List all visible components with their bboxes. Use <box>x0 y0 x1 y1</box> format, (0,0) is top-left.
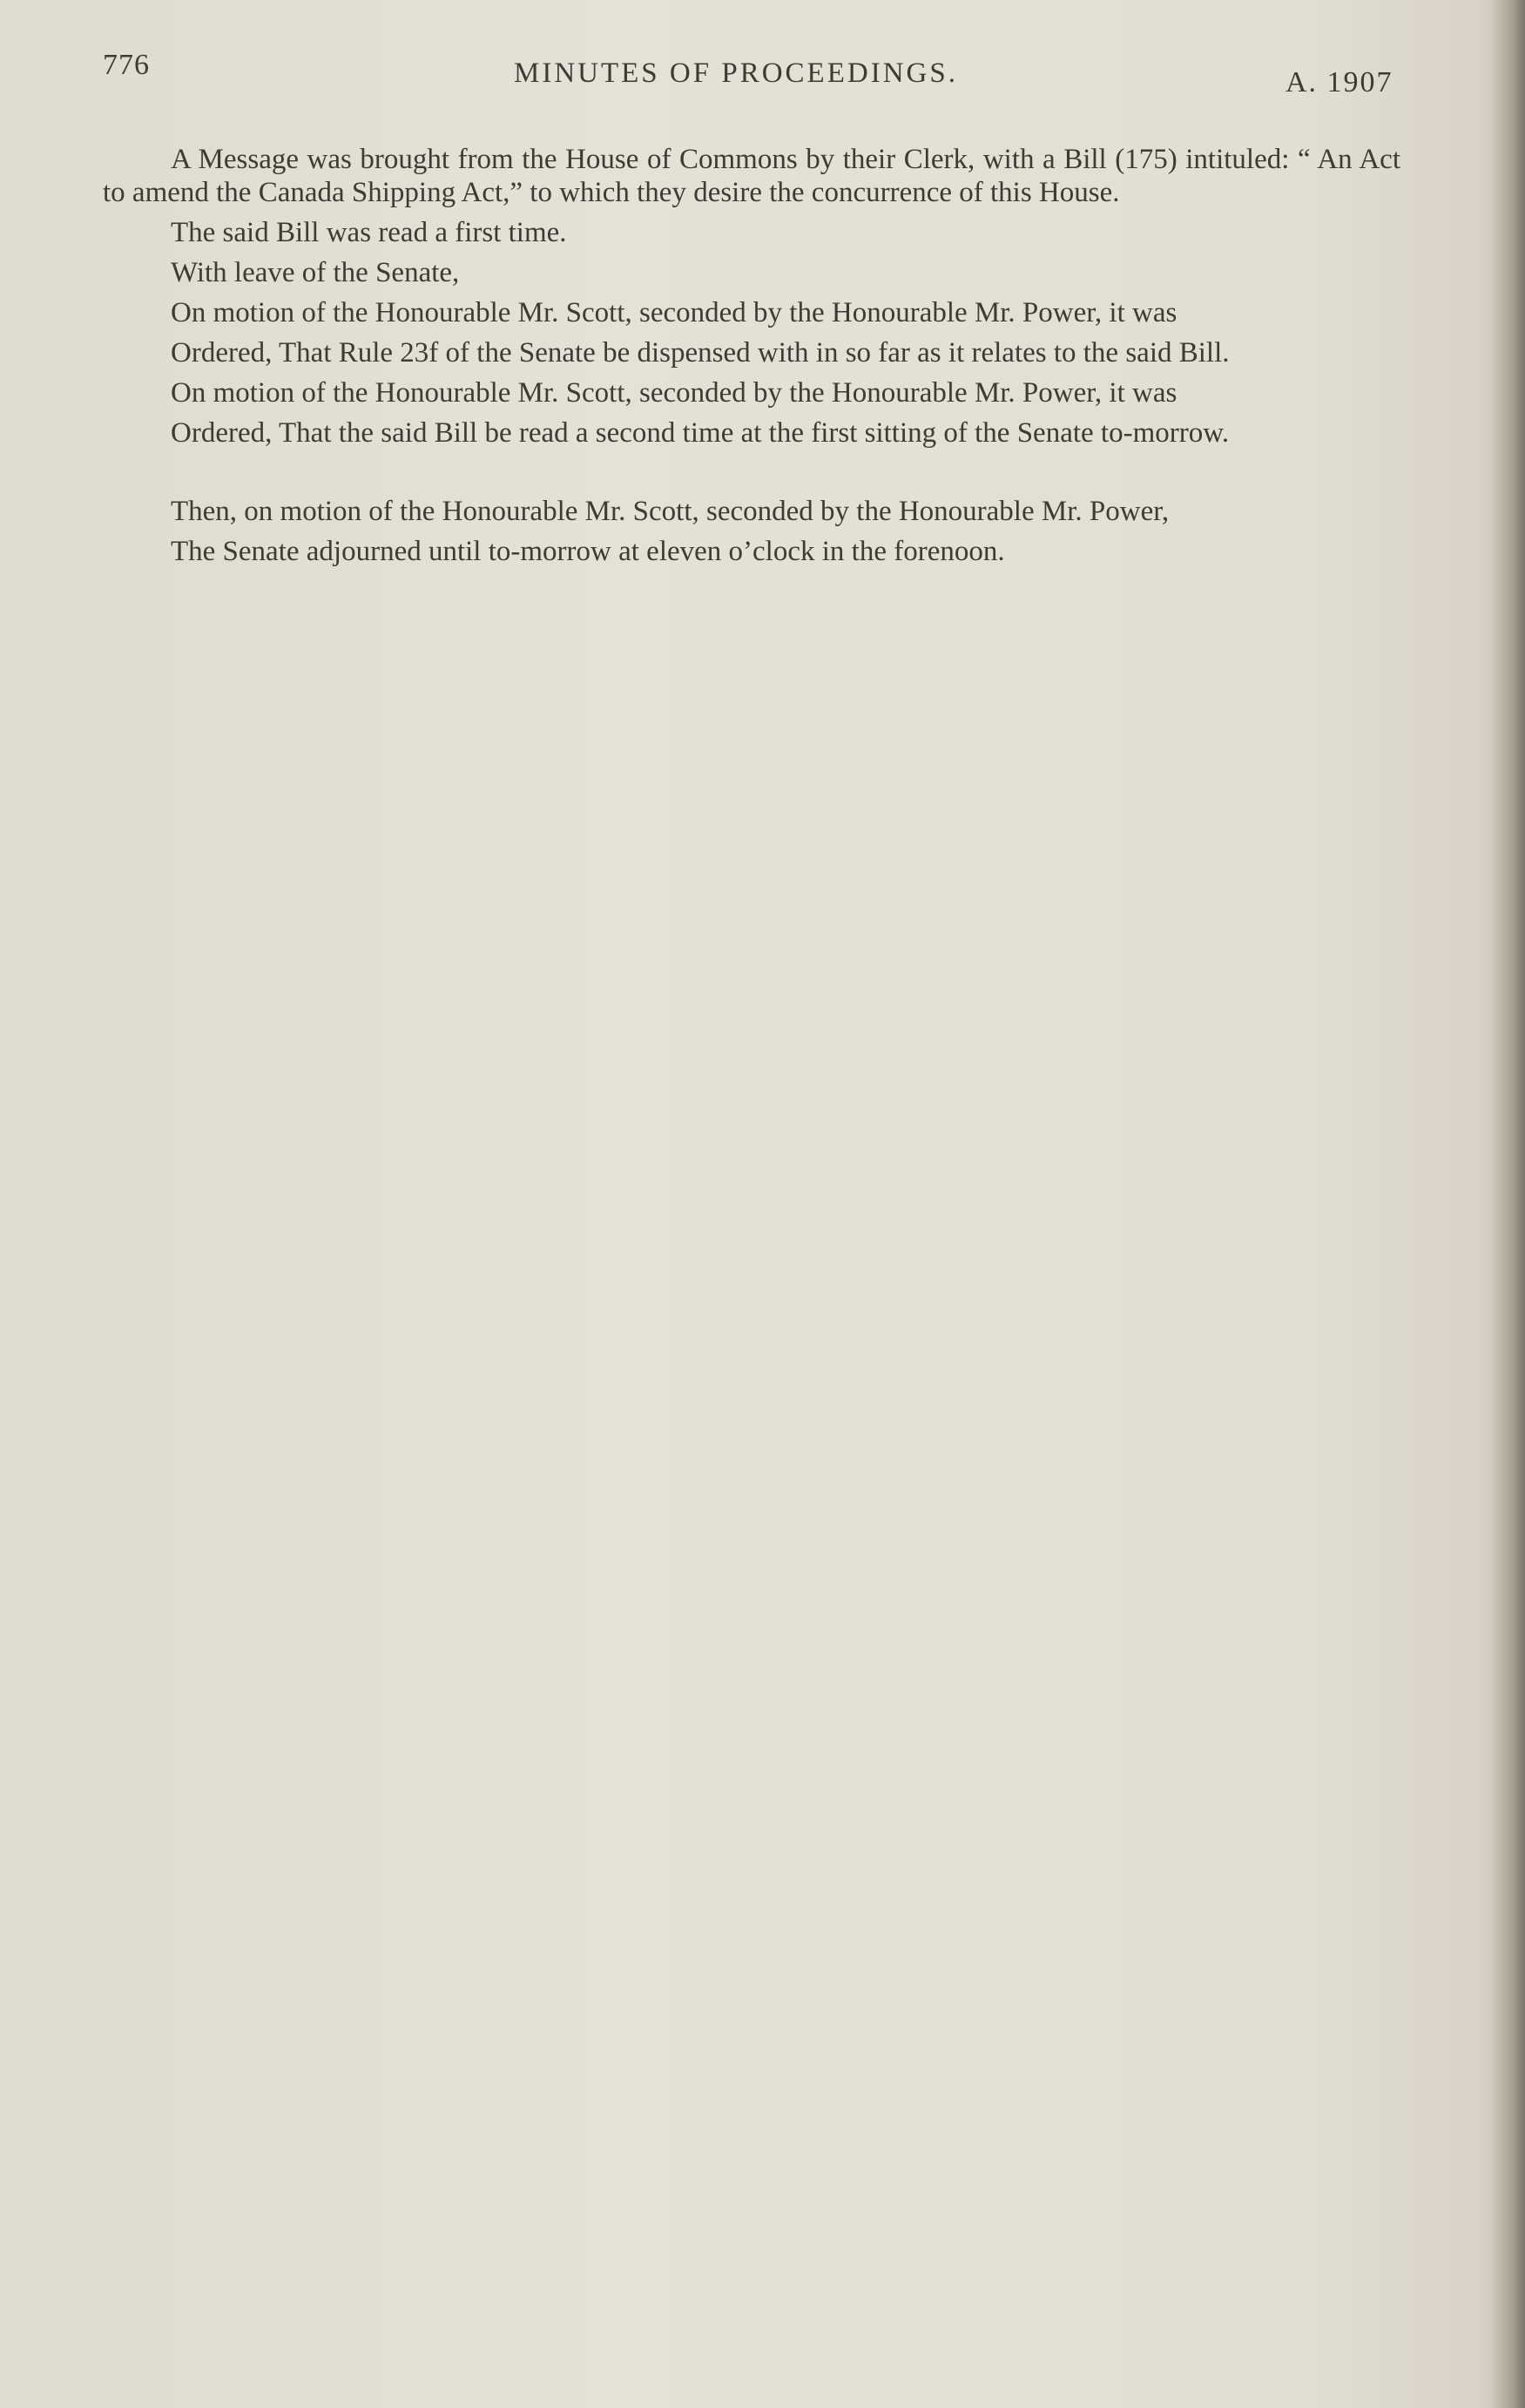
binding-shadow <box>1490 0 1525 2408</box>
paragraph-message: A Message was brought from the House of Commons by their Clerk, with a Bill (175) intituled: “ An Act to amend the Canada Shipping Act,” to which they desire the concurrence of this House. <box>103 144 1400 208</box>
paragraph-leave: With leave of the Senate, <box>171 257 460 288</box>
proceedings-text <box>103 143 1400 575</box>
page-number: 776 <box>103 49 150 81</box>
paragraph-order-second-reading: Ordered, That the said Bill be read a second time at the first sitting of the Senate to-morrow. <box>171 417 1230 449</box>
paragraph-first-reading: The said Bill was read a first time. <box>171 217 567 248</box>
paragraph-adjourn-motion: Then, on motion of the Honourable Mr. Scott, seconded by the Honourable Mr. Power, <box>171 496 1170 527</box>
page-header <box>103 49 1409 101</box>
paragraph-motion: On motion of the Honourable Mr. Scott, seconded by the Honourable Mr. Power, it was <box>171 377 1177 409</box>
paragraph-order-rule: Ordered, That Rule 23f of the Senate be dispensed with in so far as it relates to the said Bill. <box>171 337 1230 369</box>
paragraph-motion: On motion of the Honourable Mr. Scott, seconded by the Honourable Mr. Power, it was <box>171 297 1177 328</box>
running-title: MINUTES OF PROCEEDINGS. <box>514 57 958 89</box>
paragraph-adjournment: The Senate adjourned until to-morrow at eleven o’clock in the forenoon. <box>171 536 1005 567</box>
session-year: A. 1907 <box>1285 66 1393 98</box>
